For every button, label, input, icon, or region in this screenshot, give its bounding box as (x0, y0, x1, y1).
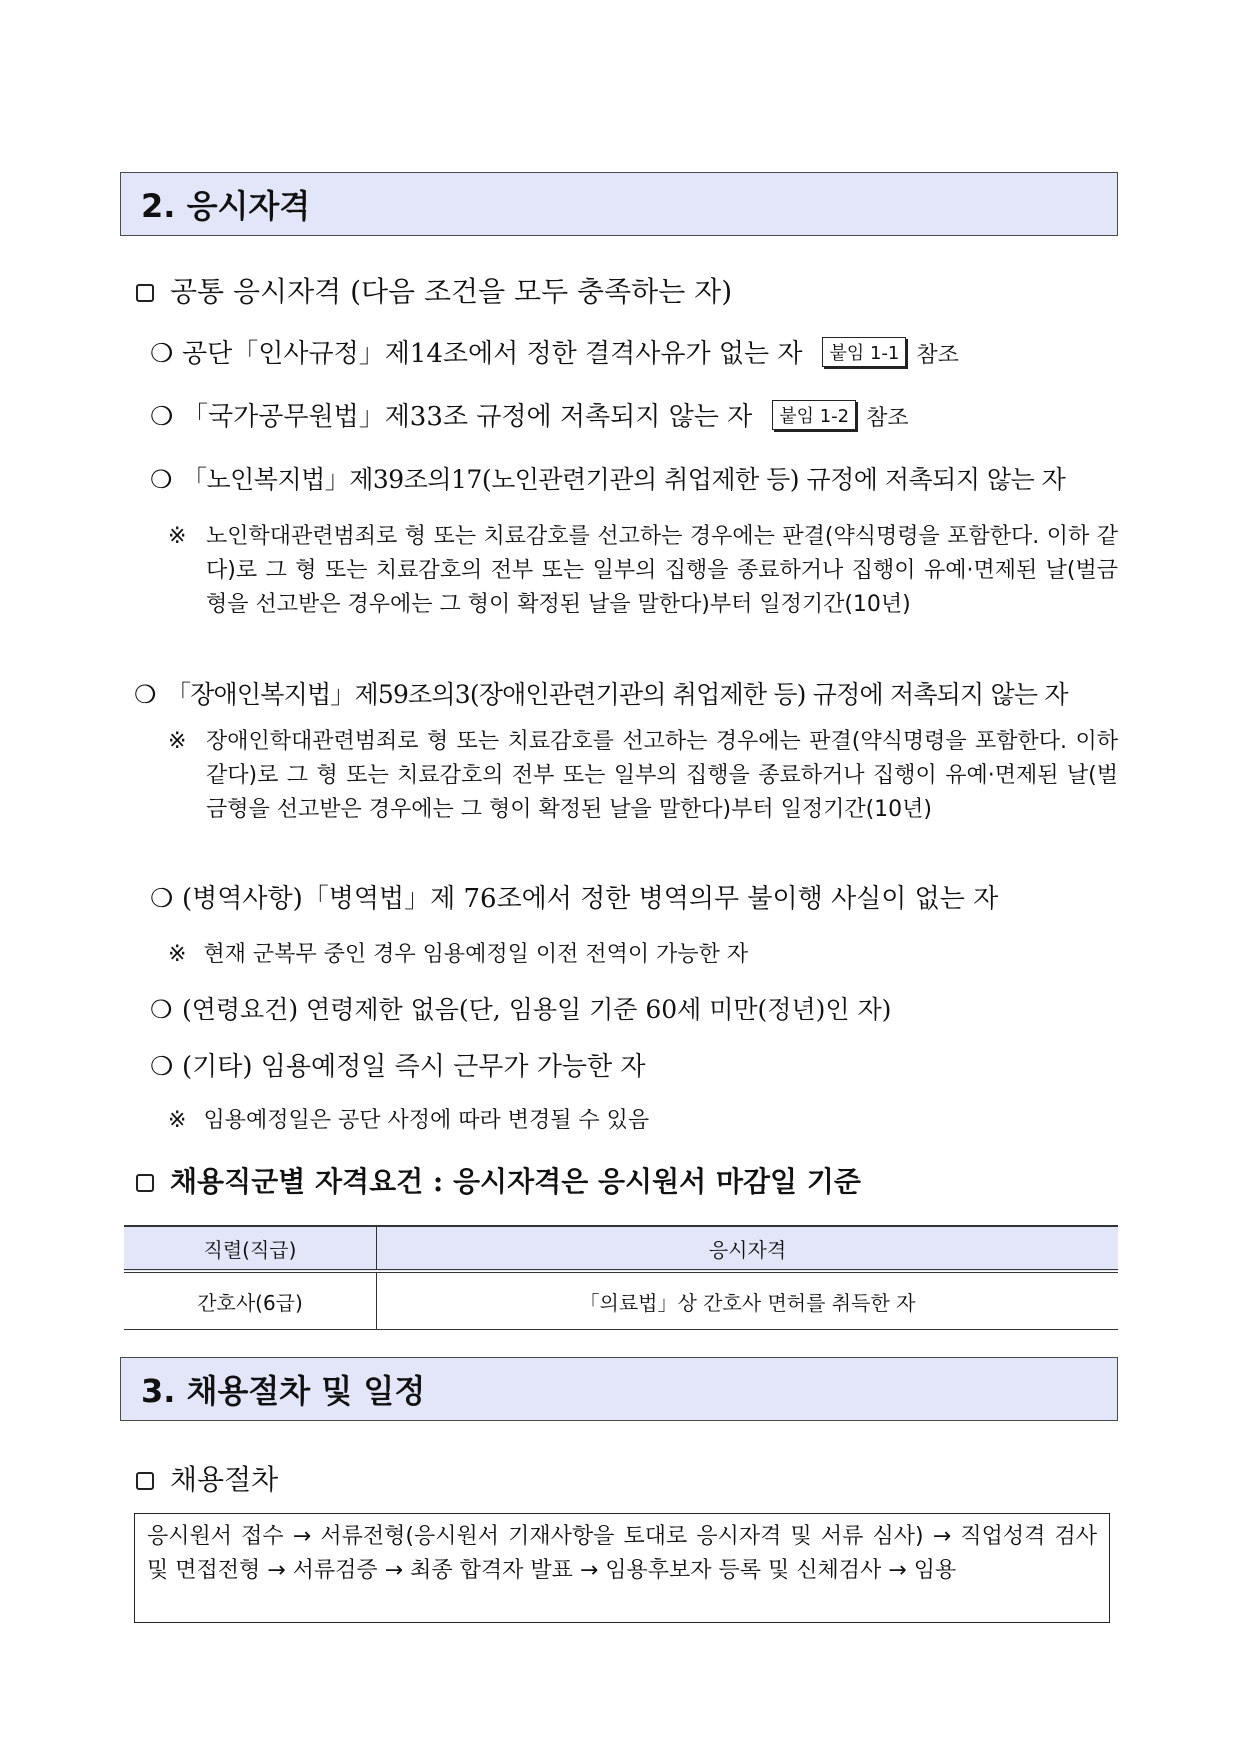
note-text: 임용예정일은 공단 사정에 따라 변경될 수 있음 (203, 1108, 650, 1133)
qualification-item-text: 공단「인사규정」제14조에서 정한 결격사유가 없는 자 (182, 339, 803, 369)
qualification-item-7 (150, 1046, 645, 1083)
table-header-row (124, 1226, 1118, 1271)
checkbox-square-icon (136, 1174, 154, 1192)
note-mark: ※ (168, 1108, 187, 1133)
job-qualification-heading-text: 채용직군별 자격요건 : 응시자격은 응시원서 마감일 기준 (170, 1165, 861, 1198)
section-2-title: 2. 응시자격 (120, 172, 1118, 236)
circle-bullet-icon: ❍ (150, 884, 174, 914)
qualification-item-1 (150, 333, 959, 370)
reference-label: 참조 (866, 406, 909, 431)
qualification-table (124, 1225, 1118, 1330)
qualification-item-text: (기타) 임용예정일 즉시 근무가 가능한 자 (182, 1052, 646, 1082)
procedure-box: 응시원서 접수 → 서류전형(응시원서 기재사항을 토대로 응시자격 및 서류 심사) → 직업성격 검사 및 면접전형 → 서류검증 → 최종 합격자 발표 → 임용후보자 등록 및 신체검사 → 임용 (134, 1513, 1110, 1623)
note-mark: ※ (168, 942, 187, 967)
circle-bullet-icon: ❍ (150, 339, 174, 369)
qualification-item-text: 「노인복지법」제39조의17(노인관련기관의 취업제한 등) 규정에 저촉되지 않는 자 (182, 465, 1066, 494)
circle-bullet-icon: ❍ (150, 402, 174, 432)
note-appointment-date (168, 1103, 649, 1134)
qualification-item-text: (연령요건) 연령제한 없음(단, 임용일 기준 60세 미만(정년)인 자) (182, 995, 892, 1024)
common-qualification-heading (136, 270, 732, 310)
note-mark: ※ (168, 524, 187, 549)
procedure-heading-text: 채용절차 (170, 1463, 279, 1496)
cell-position: 간호사(6급) (124, 1271, 377, 1330)
note-military (168, 937, 748, 968)
qualification-item-4 (134, 675, 1068, 711)
circle-bullet-icon: ❍ (150, 465, 172, 494)
note-text: 현재 군복무 중인 경우 임용예정일 이전 전역이 가능한 자 (203, 942, 749, 967)
reference-label: 참조 (916, 343, 959, 368)
note-mark: ※ (168, 729, 187, 754)
note-text: 장애인학대관련범죄로 형 또는 치료감호를 선고하는 경우에는 판결(약식명령을 포함한다. 이하 같다)로 그 형 또는 치료감호의 전부 또는 일부의 집행을 종료하거나 집행이 유예·면제된 날(벌금형을 선고받은 경우에는 그 형이 확정된 날을 말한다)부터 일정기간(10년) (206, 729, 1118, 822)
qualification-item-text: 「국가공무원법」제33조 규정에 저촉되지 않는 자 (182, 402, 753, 432)
circle-bullet-icon: ❍ (134, 680, 156, 709)
qualification-item-5 (150, 878, 998, 915)
checkbox-square-icon (136, 284, 154, 302)
note-disabled-abuse (168, 725, 1118, 827)
circle-bullet-icon: ❍ (150, 995, 173, 1024)
qualification-item-6 (150, 990, 891, 1026)
qualification-item-3 (150, 460, 1065, 496)
procedure-heading (136, 1458, 278, 1498)
qualification-item-2 (150, 396, 909, 433)
circle-bullet-icon: ❍ (150, 1052, 174, 1082)
attachment-tag: 붙임 1-1 (822, 337, 906, 367)
job-qualification-heading (136, 1160, 861, 1200)
column-header-qualification: 응시자격 (377, 1226, 1119, 1271)
table-row (124, 1271, 1118, 1330)
qualification-item-text: (병역사항)「병역법」제 76조에서 정한 병역의무 불이행 사실이 없는 자 (182, 884, 999, 914)
cell-qualification: 「의료법」상 간호사 면허를 취득한 자 (377, 1271, 1119, 1330)
common-qualification-heading-text: 공통 응시자격 (다음 조건을 모두 충족하는 자) (170, 275, 733, 308)
checkbox-square-icon (136, 1472, 154, 1490)
note-elder-abuse (168, 520, 1118, 622)
column-header-position: 직렬(직급) (124, 1226, 377, 1271)
qualification-item-text: 「장애인복지법」제59조의3(장애인관련기관의 취업제한 등) 규정에 저촉되지 않는 자 (166, 680, 1068, 709)
attachment-tag: 붙임 1-2 (772, 400, 856, 430)
note-text: 노인학대관련범죄로 형 또는 치료감호를 선고하는 경우에는 판결(약식명령을 포함한다. 이하 같다)로 그 형 또는 치료감호의 전부 또는 일부의 집행을 종료하거나 집행이 유예·면제된 날(벌금형을 선고받은 경우에는 그 형이 확정된 날을 말한다)부터 일정기간(10년) (206, 524, 1118, 617)
section-3-title: 3. 채용절차 및 일정 (120, 1357, 1118, 1421)
